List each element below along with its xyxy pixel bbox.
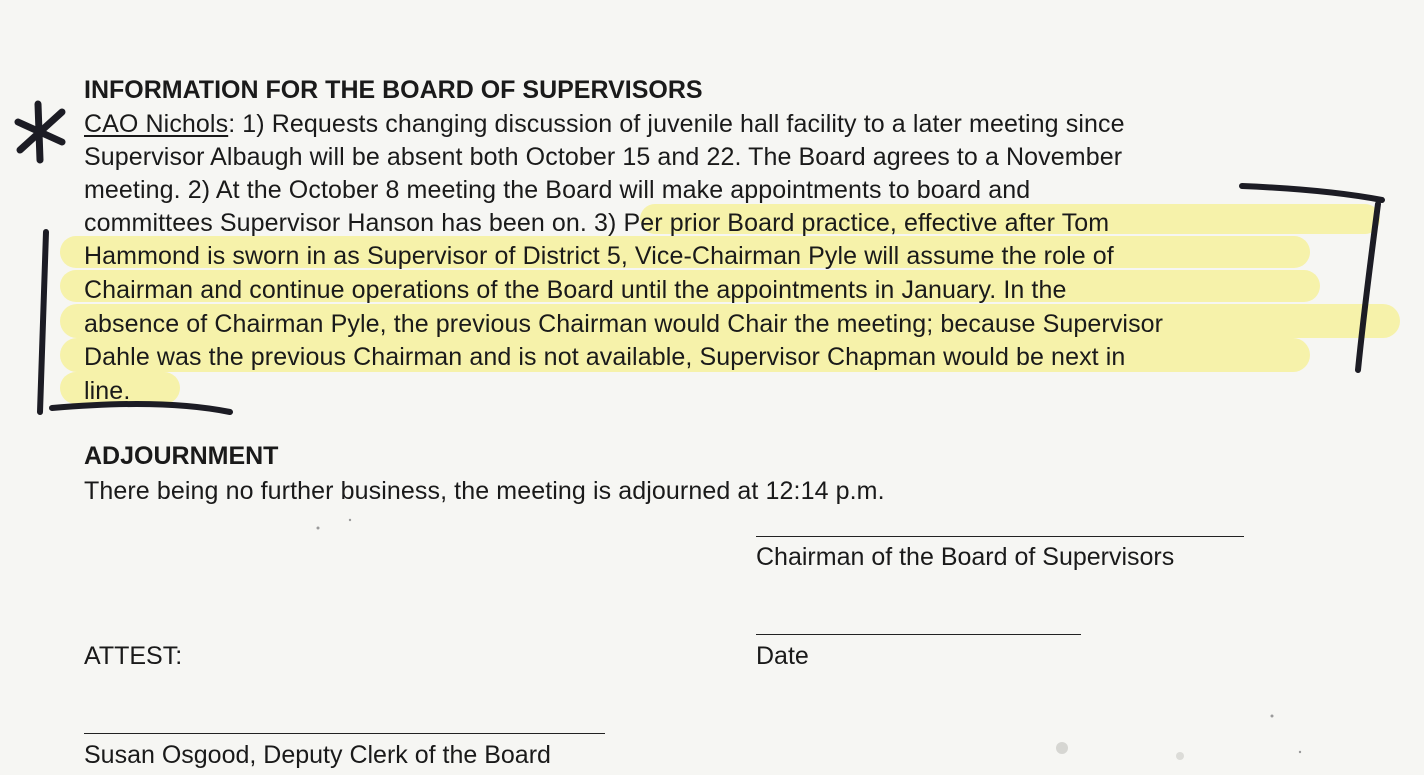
clerk-label: Susan Osgood, Deputy Clerk of the Board	[84, 741, 551, 769]
info-line-1	[84, 108, 1125, 140]
date-signature-line	[756, 634, 1081, 635]
date-label: Date	[756, 642, 809, 670]
info-heading: INFORMATION FOR THE BOARD OF SUPERVISORS	[84, 76, 703, 104]
info-line-1-text: : 1) Requests changing discussion of juvenile hall facility to a later meeting since	[228, 110, 1125, 138]
info-line-8: Dahle was the previous Chairman and is not available, Supervisor Chapman would be next in	[84, 343, 1126, 371]
chairman-label: Chairman of the Board of Supervisors	[756, 543, 1175, 571]
adjournment-heading: ADJOURNMENT	[84, 442, 279, 470]
info-line-4: committees Supervisor Hanson has been on. 3) Per prior Board practice, effective after Tom	[84, 209, 1110, 237]
speaker-name: CAO Nichols	[84, 110, 229, 138]
info-line-3: meeting. 2) At the October 8 meeting the Board will make appointments to board and	[84, 176, 1031, 204]
attest-label: ATTEST:	[84, 642, 183, 670]
info-line-2: Supervisor Albaugh will be absent both October 15 and 22. The Board agrees to a November	[84, 143, 1123, 171]
adjournment-text: There being no further business, the meeting is adjourned at 12:14 p.m.	[84, 477, 885, 505]
chairman-signature-line	[756, 536, 1244, 537]
clerk-signature-line	[84, 733, 605, 734]
info-line-5: Hammond is sworn in as Supervisor of District 5, Vice-Chairman Pyle will assume the role of	[84, 242, 1114, 270]
info-line-7: absence of Chairman Pyle, the previous Chairman would Chair the meeting; because Supervisor	[84, 310, 1164, 338]
info-line-9: line.	[84, 377, 131, 405]
asterisk-icon	[18, 104, 62, 160]
info-line-6: Chairman and continue operations of the Board until the appointments in January. In the	[84, 276, 1067, 304]
